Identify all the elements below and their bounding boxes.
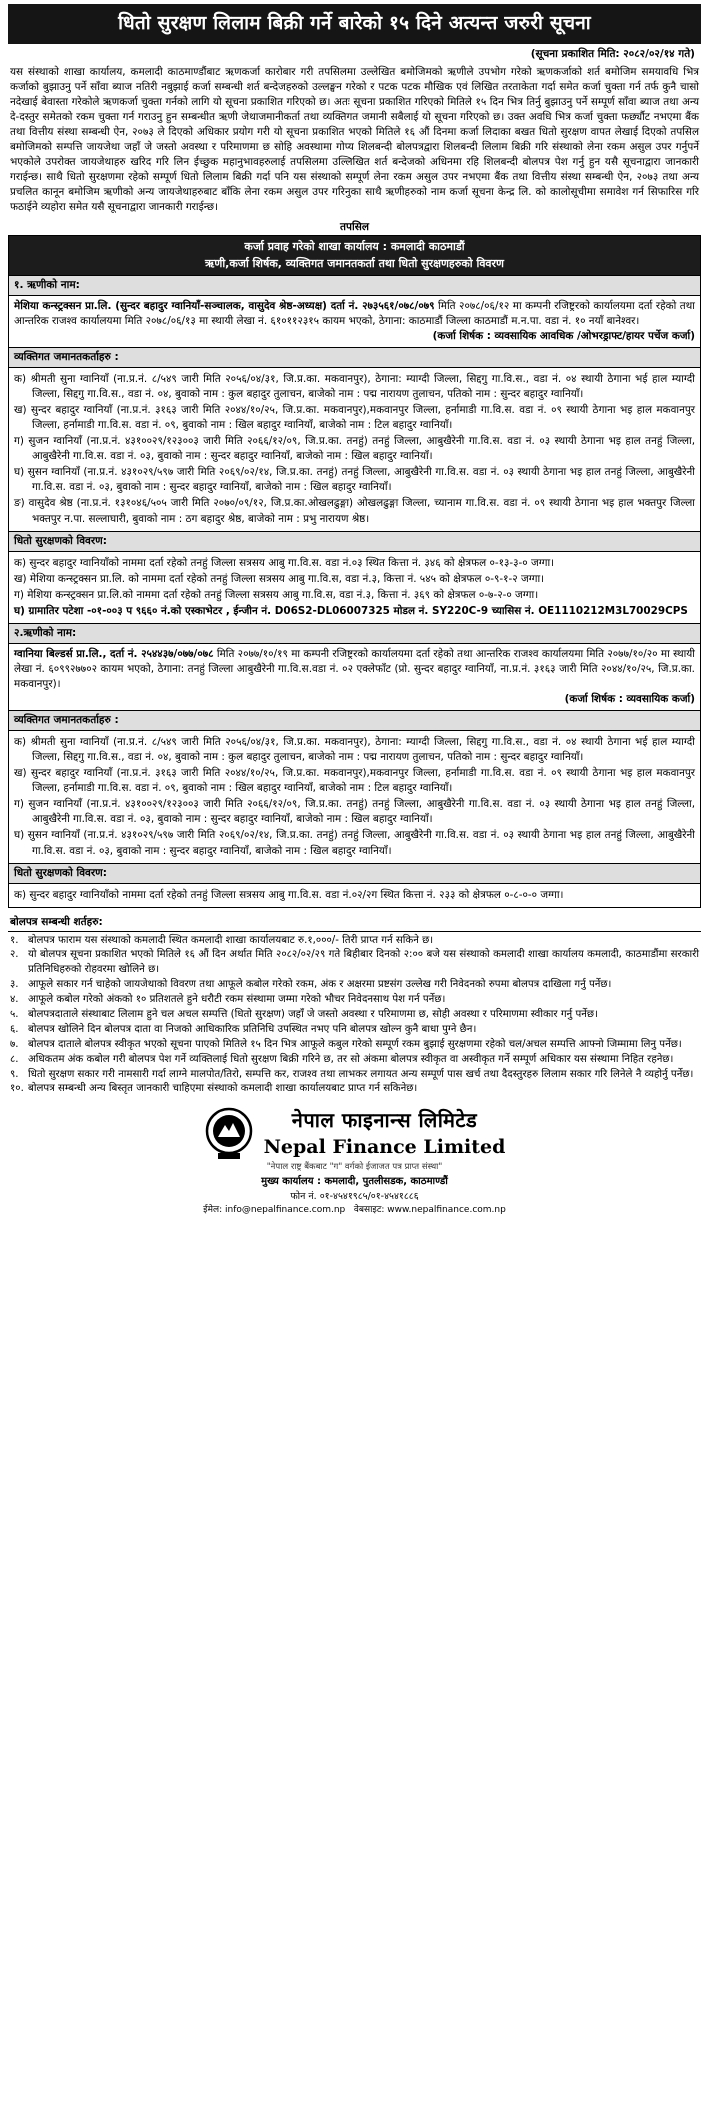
company-tagline: "नेपाल राष्ट्र बैंकबाट "ग" वर्गको ईजाजत पत्र प्राप्त संस्था" [266, 1162, 443, 1173]
guarantor-item: ग) सुजन ग्वानियाँ (ना.प्र.नं. ४३१००२९/१२३००३ जारी मिति २०६६/१२/०९, जि.प्र.का. तनहुं) तनहुं जिल्ला, आबुखैरेनी गा.वि.स. वडा नं. ०३ स्थायी ठेगाना भइ हाल तनहुं जिल्ला, आबुखैरेनी गा.वि.स. वडा नं. ०३, बुवाको नाम : सुन्दर बहादुर ग्वानियाँ, बाजेको नाम : खिल बहादुर ग्वानियाँ। [14, 798, 696, 826]
guarantor-item: ङ) वासुदेव श्रेष्ठ (ना.प्र.नं. १३१०४६/५०५ जारी मिति २०७०/०९/१२, जि.प्र.का.ओखलढुङ्गा) ओखलढुङ्गा जिल्ला, च्यानाम गा.वि.स. वडा नं. ०९ स्थायी ठेगाना भइ हाल भक्तपुर जिल्ला भक्तपुर न.पा. सल्लाघारी, बुवाको नाम : ठग बहादुर श्रेष्ठ, बाजेको नाम : प्रभु नारायण श्रेष्ठ। [14, 497, 695, 525]
term-text: बोलपत्र फाराम यस संस्थाको कमलादी स्थित कमलादी शाखा कार्यालयबाट रु.१,०००/- तिरी प्राप्त गर्न सकिने छ। [28, 934, 434, 946]
term-text: धितो सुरक्षण सकार गरी नामसारी गर्दा लाग्ने मालपोत/तिरो, सम्पत्ति कर, राजश्व तथा लाभकर लगायत अन्य सम्पूर्ण पास खर्च तथा दैदस्तुरहरु लिलाम सकार गरि लिनेले नै व्यहोर्नु पर्नेछ। [28, 1068, 694, 1080]
intro-paragraph: यस संस्थाको शाखा कार्यालय, कमलादी काठमाण्डौंबाट ऋणकर्जा कारोबार गरी तपसिलमा उल्लेखित बमोजिमको ऋणीले उपभोग गरेको ऋणकर्जाको शर्त बमोजिम समयावधि भित्र कर्जाको बुझाउनु पर्ने साँवा ब्याज नतिरी नबुझाई कर्जा सम्बन्धी शर्त बन्देजहरुको उल्लङ्घन गरेको र पटक पटक मौखिक एवं लिखित तरताकेता गर्दा समेत कर्जा चुक्ता गर्न तर्फ कुनै चासो नदेखाई बेवास्ता गरेकोले ऋणकर्जा चुक्ता गर्नको लागि यो सूचना प्रकाशित गरिएको छ। अतः सूचना प्रकाशित गरिएको मितिले १५ दिन भित्र तिर्नु बुझाउनु पर्ने सम्पूर्ण साँवा ब्याज तथा अन्य दे-दस्तुर समेतको रकम चुक्ता गर्न गराउनु हुन सम्बन्धीत ऋणी जेथाजमानीकर्ता तथा व्यक्तिगत जमानी सबैलाई यो सूचना गरिएको छ। उक्त अवधि भित्र कर्जा चुक्ता फर्छ्यौट नभएमा बैंक तथा वित्तीय संस्था सम्बन्धी ऐन, २०७३ ले दिएको अधिकार प्रयोग गरी यो सूचना प्रकाशित भएको मितिले १६ औं दिनमा कर्जा लिदाका बखत धितो सुरक्षण वापत लेखाई दिएको तपसिल बमोजिमको सम्पत्ति जायजेथा जहाँ जे जस्तो अवस्था र परिमाणमा छ सोहि अवस्थामा गोप्य शिलबन्दी बोलपत्रद्वारा शिलबन्दी लिलाम बिक्री गरि संस्थाको लेना रकम असुल उपर गर्नुपर्ने भएकोले उपरोक्त जायजेथाहरु खरिद गरि लिन ईच्छुक महानुभावहरुलाई तपसिलमा उल्लिखित शर्त बन्देजको अधिनमा रहि शिलबन्दी बोलपत्र पेश गर्नु हुन यसै सूचनाद्वारा जानकारी गराईन्छ। साथै धितो सुरक्षणमा रहेको सम्पूर्ण धितो लिलाम बिक्री गर्दा पनि यस संस्थाको सम्पूर्ण लेना रकम असुल उपर नभएमा बैंक तथा वित्तीय संस्था सम्बन्धी ऐन, २०७३ तथा अन्य प्रचलित कानून बमोजिम ऋणीको अन्य जायजेथाहरुबाट बाँकि लेना रकम असुल उपर गरिनुका साथै ऋणीहरुको नाम कर्जा सूचना केन्द्र लि. को कालोसूचीमा समावेश गर्न सिफारिस गरि फठाईने व्यहोरा समेत यसै सूचनाद्वारा जानकारी गराईन्छ। [10, 65, 699, 213]
loan2-loan-type: (कर्जा शिर्षक : व्यवसायिक कर्जा) [564, 693, 695, 705]
collateral-item: घ) ग्रामातिर पटेशा -०१-००३ प ९६६० नं.को एस्काभेटर , ईन्जीन नं. D06S2-DL06007325 मोडल नं. SY220C-9 च्यासिस नं. OE1110212M3L70029CPS [14, 604, 688, 617]
details-heading: ऋणी,कर्जा शिर्षक, व्यक्तिगत जमानतकर्ता तथा धितो सुरक्षणहरुको विवरण [205, 257, 504, 271]
term-number: १. [10, 934, 19, 946]
loan2-guarantors-section [8, 711, 701, 864]
loan1-borrower-name: मेशिया कन्स्ट्रक्सन प्रा.लि. (सुन्दर बहादुर ग्वानियाँ-सञ्चालक, वासुदेव श्रेष्ठ-अध्यक्ष) दर्ता नं. २७३५६१/०७८/०७९ [14, 299, 435, 312]
guarantor-item: ख) सुन्दर बहादुर ग्वानियाँ (ना.प्र.नं. ३१६३ जारी मिति २०४४/१०/२५, जि.प्र.का. मकवानपुर),मकवानपुर जिल्ला, हर्नामाडी गा.वि.स. वडा नं. ०९ स्थायी ठेगाना भइ हाल मकवानपुर जिल्ला, हर्नामाडी गा.वि.स. वडा नं. ०९, बुवाको नाम : खिल बहादुर ग्वानियाँ, बाजेको नाम : टिल बहादुर ग्वानियाँ। [14, 404, 695, 432]
collateral-item: क) सुन्दर बहादुर ग्वानियाँको नाममा दर्ता रहेको तनहुं जिल्ला सत्रसय आबु गा.वि.स. वडा नं.०३ स्थित कित्ता नं. ३४६ को क्षेत्रफल ०-१३-३-० जग्गा। [14, 556, 555, 569]
contact-line [8, 1204, 701, 1217]
terms-list [8, 932, 701, 1098]
loan2-collateral-section [8, 864, 701, 908]
term-number: ३. [10, 979, 19, 991]
collateral-item: ग) मेशिया कन्स्ट्रक्सन प्रा.लि.को नाममा दर्ता रहेको तनहुं जिल्ला सत्रसय आबु गा.वि.स, वडा नं.३, कित्ता नं. ३६९ को क्षेत्रफल ०-७-२-० जग्गा। [14, 588, 539, 601]
loan1-collateral-title: धितो सुरक्षणको विवरण: [9, 532, 700, 552]
notice-title: धितो सुरक्षण लिलाम बिक्री गर्ने बारेको १५ दिने अत्यन्त जरुरी सूचना [8, 4, 701, 44]
term-text: बोलपत्रदाताले संस्थाबाट लिलाम हुने चल अचल सम्पत्ति (धितो सुरक्षण) जहाँ जे जस्तो अवस्था र परिमाणमा छ, सोही अवस्था र परिमाणमा स्वीकार गर्नु पर्नेछ। [28, 1008, 598, 1020]
guarantor-item: ग) सुजन ग्वानियाँ (ना.प्र.नं. ४३१००२९/१२३००३ जारी मिति २०६६/१२/०९, जि.प्र.का. तनहुं) तनहुं जिल्ला, आबुखैरेनी गा.वि.स. वडा नं. ०३ स्थायी ठेगाना भइ हाल तनहुं जिल्ला, आबुखैरेनी गा.वि.स. वडा नं. ०३, बुवाको नाम : सुन्दर बहादुर ग्वानियाँ, बाजेको नाम : खिल बहादुर ग्वानियाँ। [14, 435, 696, 463]
loan1-collateral-section [8, 532, 701, 624]
loan1-borrower-details: मिति २०७८/०६/१२ मा कम्पनी रजिष्ट्ररको कार्यालयमा दर्ता रहेको तथा आन्तरिक राजश्व कार्यालयमा मिति २०७८/०६/१३ मा स्थायी लेखा नं. ६१०११२३१५ कायम भएको, ठेगाना: काठमाडौं जिल्ला काठमाडौं म.न.पा. वडा नं. १० नयाँ बानेश्वर। [14, 299, 695, 327]
term-number: ९. [10, 1068, 19, 1080]
term-item [10, 978, 699, 993]
term-item [10, 1053, 699, 1068]
term-item [10, 993, 699, 1008]
term-number: ६. [10, 1023, 19, 1035]
loan2-collateral-title: धितो सुरक्षणको विवरण: [9, 864, 700, 884]
term-item [10, 1038, 699, 1053]
term-text: बोलपत्र सम्बन्धी अन्य बिस्तृत जानकारी चाहिएमा संस्थाको कमलादी शाखा कार्यालयबाट प्राप्त गर्न सकिनेछ। [28, 1083, 418, 1095]
collateral-item: क) सुन्दर बहादुर ग्वानियाँको नाममा दर्ता रहेको तनहुं जिल्ला सत्रसय आबु गा.वि.स. वडा नं.०२/२ग स्थित कित्ता नं. २३३ को क्षेत्रफल ०-८-०-० जग्गा। [14, 888, 564, 901]
term-number: ८. [10, 1053, 19, 1065]
branch-line: कर्जा प्रवाह गरेको शाखा कार्यालय : कमलादी काठमाडौं [244, 239, 465, 253]
term-text: यो बोलपत्र सूचना प्रकाशित भएको मितिले १६ औं दिन अर्थात मिति २०८२/०२/२९ गते बिहीबार दिनको २:०० बजे यस संस्थाको कमलादी शाखा कार्यालय कमलादी, काठमाडौंमा सरकारी प्रतिनिधिहरुको रोहवरमा खोलिने छ। [28, 949, 699, 976]
email-link[interactable]: info@nepalfinance.com.np [224, 1205, 346, 1216]
terms-title: बोलपत्र सम्बन्धी शर्तहरु: [8, 912, 701, 932]
company-name-nepali: नेपाल फाइनान्स लिमिटेड [291, 1107, 478, 1132]
term-text: बोलपत्र दाताले बोलपत्र स्वीकृत भएको सूचना पाएको मितिले १५ दिन भित्र आफूले कबुल गरेको सम्पूर्ण रकम बुझाई सुरक्षणमा रहेको चल/अचल सम्पत्ति आफ्नो जिम्मामा लिनु पर्नेछ। [28, 1038, 682, 1050]
term-text: आफूले कबोल गरेको अंकको १० प्रतिशतले हुने धरौटी रकम संस्थामा जम्मा गरेको भौचर निवेदनसाथ पेश गर्न पर्नेछ। [28, 994, 446, 1006]
website-link[interactable]: www.nepalfinance.com.np [387, 1205, 506, 1216]
company-name-english: Nepal Finance Limited [263, 1136, 506, 1158]
loan1-guarantors-section [8, 348, 701, 532]
footer [8, 1105, 701, 1217]
loan1-guarantors-title: व्यक्तिगत जमानतकर्ताहरु : [9, 348, 700, 368]
collateral-item: ख) मेशिया कन्स्ट्रक्सन प्रा.लि. को नाममा दर्ता रहेको तनहुं जिल्ला सत्रसय आबु गा.वि.स, वडा नं.३, कित्ता नं. ५४५ को क्षेत्रफल ०-९-१-२ जग्गा। [14, 572, 545, 585]
phone-numbers: फोन नं. ०१-४५४१९८५/०१-४५४१८८६ [290, 1190, 419, 1202]
loan2-borrower-section [8, 624, 701, 711]
term-item [10, 1023, 699, 1038]
term-item [10, 1008, 699, 1023]
term-number: ४. [10, 994, 19, 1006]
loan1-title: १. ऋणीको नाम: [9, 276, 700, 296]
tapsil-label: तपसिल [340, 220, 369, 233]
term-item [10, 934, 699, 949]
term-item [10, 1068, 699, 1083]
term-text: आफूले सकार गर्न चाहेको जायजेथाको विवरण तथा आफूले कबोल गरेको रकम, अंक र अक्षरमा प्रष्टसंग उल्लेख गरी निवेदनको रुपमा बोलपत्र दाखिला गर्नु पर्नेछ। [28, 979, 612, 991]
guarantor-item: घ) सुसन ग्वानियाँ (ना.प्र.नं. ४३१०२९/५९७ जारी मिति २०६९/०२/१४, जि.प्र.का. तनहुं) तनहुं जिल्ला, आबुखैरेनी गा.वि.स. वडा नं. ०३ स्थायी ठेगाना भइ हाल तनहुं जिल्ला, आबुखैरेनी गा.वि.स. वडा नं. ०३, बुवाको नाम : सुन्दर बहादुर ग्वानियाँ, बाजेको नाम : खिल बहादुर ग्वानियाँ। [14, 829, 695, 857]
guarantor-item: क) श्रीमती सुना ग्वानियाँ (ना.प्र.नं. ८/५४९ जारी मिति २०५६/०४/३१, जि.प्र.का. मकवानपुर), ठेगाना: म्याग्दी जिल्ला, सिद्दगु गा.वि.स., वडा नं. ०४ स्थायी ठेगाना भई हाल म्याग्दी जिल्ला, सिद्दगु गा.वि.स., वडा नं. ०४, बुवाको नाम : कुल बहादुर तुलाचन, बाजेको नाम : पद्म नारायण तुलाचन, पतिको नाम : सुन्दर बहादुर ग्वानियाँ। [14, 372, 695, 400]
loan2-borrower-name: ग्वानिया बिल्डर्स प्रा.लि., दर्ता नं. २५४४३७/०७७/०७८ [14, 647, 214, 660]
term-item [10, 948, 699, 978]
term-item [10, 1082, 699, 1097]
head-office: मुख्य कार्यालय : कमलादी, पुतलीसडक, काठमाण्डौं [261, 1176, 448, 1188]
term-number: ५. [10, 1008, 19, 1020]
loan2-title: २.ऋणीको नाम: [9, 624, 700, 644]
website-label: वेबसाइट: [353, 1205, 385, 1216]
guarantor-item: क) श्रीमती सुना ग्वानियाँ (ना.प्र.नं. ८/५४९ जारी मिति २०५६/०४/३१, जि.प्र.का. मकवानपुर), ठेगाना: म्याग्दी जिल्ला, सिद्दगु गा.वि.स., वडा नं. ०४ स्थायी ठेगाना भई हाल म्याग्दी जिल्ला, सिद्दगु गा.वि.स., वडा नं. ०४, बुवाको नाम : कुल बहादुर तुलाचन, बाजेको नाम : पद्म नारायण तुलाचन, पतिको नाम : सुन्दर बहादुर ग्वानियाँ। [14, 735, 695, 764]
term-number: १०. [10, 1083, 24, 1095]
email-label: ईमेल: [203, 1205, 223, 1216]
loan2-borrower-details: मिति २०७७/१०/१९ मा कम्पनी रजिष्ट्ररको कार्यालयमा दर्ता रहेको तथा आन्तरिक राजश्व कार्यालयमा मिति २०७७/१०/२० मा स्थायी लेखा नं. ६०९९२७७०२ कायम भएको, ठेगाना: तनहुं जिल्ला आबुखैरेनी गा.वि.स.वडा नं. ०२ एक्लेफाँट (प्रो. सुन्दर बहादुर ग्वानियाँ, ना.प्र.नं. ३१६३ जारी मिति २०४४/१०/२५, जि.प्र.का. मकवानपुर)। [14, 647, 695, 690]
guarantor-item: घ) सुसन ग्वानियाँ (ना.प्र.नं. ४३१०२९/५९७ जारी मिति २०६९/०२/१४, जि.प्र.का. तनहुं) तनहुं जिल्ला, आबुखैरेनी गा.वि.स. वडा नं. ०३ स्थायी ठेगाना भइ हाल तनहुं जिल्ला, आबुखैरेनी गा.वि.स. वडा नं. ०३, बुवाको नाम : सुन्दर बहादुर ग्वानियाँ, बाजेको नाम : खिल बहादुर ग्वानियाँ। [14, 466, 695, 494]
loan2-guarantors-title: व्यक्तिगत जमानतकर्ताहरु : [9, 711, 700, 731]
company-logo-icon [204, 1105, 254, 1161]
term-number: २. [10, 949, 19, 961]
loan1-borrower-section [8, 276, 701, 348]
loan1-loan-type: (कर्जा शिर्षक : व्यवसायिक आवधिक /ओभरड्राफ्ट/हायर पर्चेज कर्जा) [432, 329, 695, 342]
term-text: अधिकतम अंक कबोल गरी बोलपत्र पेश गर्ने व्यक्तिलाई धितो सुरक्षण बिक्री गरिने छ, तर सो अंकमा बोलपत्र स्वीकृत वा अस्वीकृत गर्ने सम्पूर्ण अधिकार यस संस्थामा निहित रहनेछ। [28, 1053, 674, 1065]
guarantor-item: ख) सुन्दर बहादुर ग्वानियाँ (ना.प्र.नं. ३१६३ जारी मिति २०४४/१०/२५, जि.प्र.का. मकवानपुर),मकवानपुर जिल्ला, हर्नामाडी गा.वि.स. वडा नं. ०९ स्थायी ठेगाना भइ हाल मकवानपुर जिल्ला, हर्नामाडी गा.वि.स. वडा नं. ०९, बुवाको नाम : खिल बहादुर ग्वानियाँ, बाजेको नाम : टिल बहादुर ग्वानियाँ। [14, 767, 695, 795]
term-text: बोलपत्र खोलिने दिन बोलपत्र दाता वा निजको आधिकारिक प्रतिनिधि उपस्थित नभए पनि बोलपत्र खोल्न कुनै बाधा पुग्ने छैन। [28, 1023, 477, 1035]
published-date: (सूचना प्रकाशित मिति: २०८२/०२/१४ गते) [530, 47, 695, 60]
term-number: ७. [10, 1038, 19, 1050]
details-banner [8, 235, 701, 276]
